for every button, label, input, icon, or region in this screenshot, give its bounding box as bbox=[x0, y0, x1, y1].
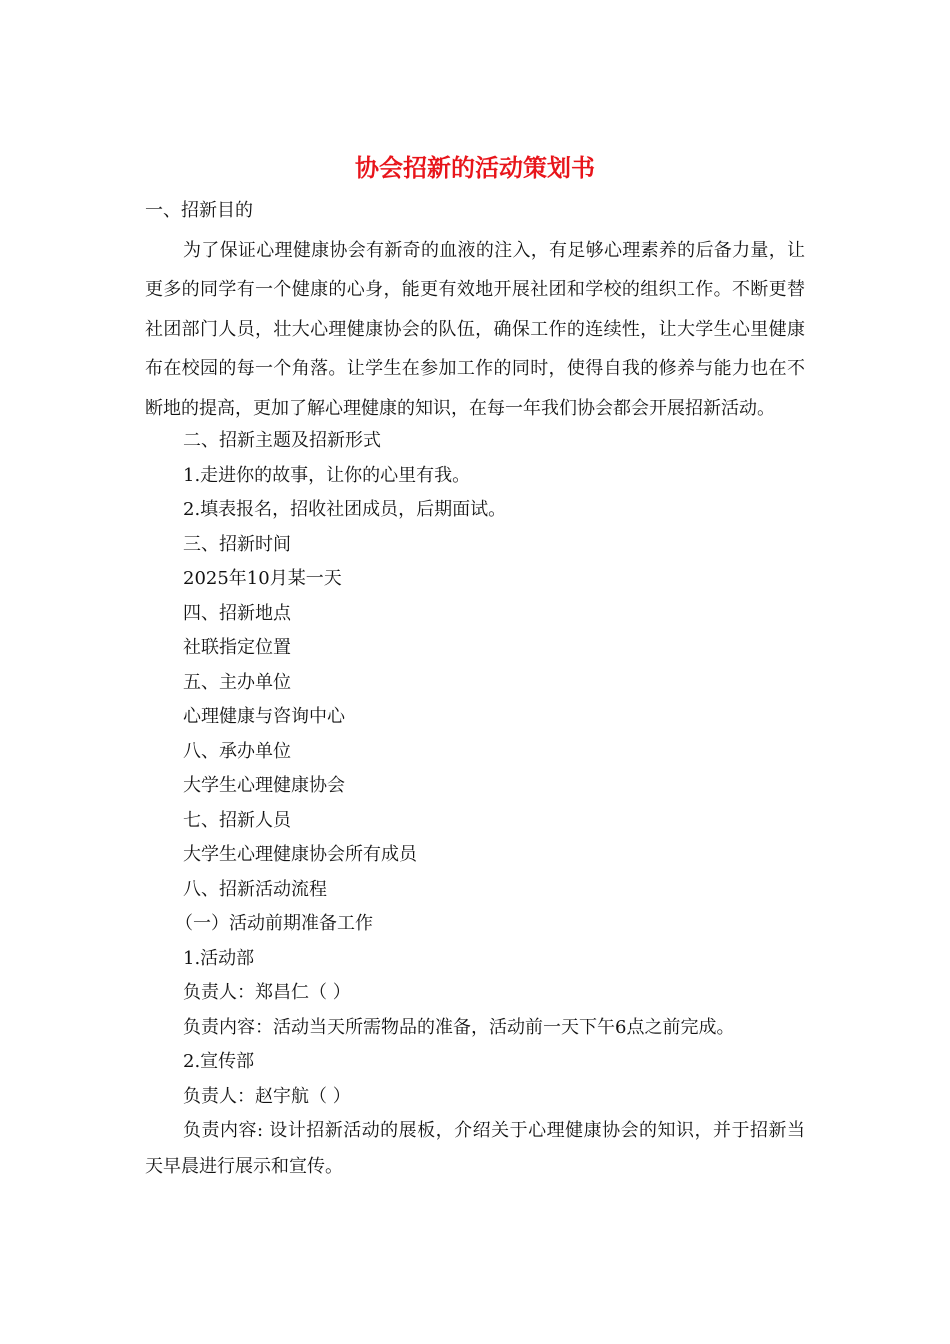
host-text: 心理健康与咨询中心 bbox=[183, 706, 345, 727]
section-heading-process: 八、招新活动流程 bbox=[183, 878, 327, 900]
dept-publicity-duty: 负责内容: 设计招新活动的展板，介绍关于心理健康协会的知识，并于招新当天早晨进行展示和宣传。 bbox=[145, 1120, 805, 1177]
section-heading-staff: 七、招新人员 bbox=[183, 809, 291, 831]
staff-text: 大学生心理健康协会所有成员 bbox=[183, 844, 417, 865]
dept-publicity-lead: 负责人：赵宇航（ ） bbox=[183, 1085, 351, 1107]
dept-publicity-name: 2.宣传部 bbox=[183, 1051, 255, 1072]
section-heading-organizer: 八、承办单位 bbox=[183, 740, 291, 762]
time-text: 2025年10月某一天 bbox=[183, 568, 342, 589]
section-heading-purpose: 一、招新目的 bbox=[145, 200, 253, 221]
section-heading-theme: 二、招新主题及招新形式 bbox=[183, 430, 381, 451]
dept-activity-lead: 负责人：郑昌仁（ ） bbox=[183, 982, 351, 1003]
dept-activity-name: 1.活动部 bbox=[183, 947, 255, 969]
organizer-text: 大学生心理健康协会 bbox=[183, 775, 345, 796]
theme-item-2: 2.填表报名，招收社团成员，后期面试。 bbox=[183, 499, 507, 520]
section-heading-time: 三、招新时间 bbox=[183, 533, 291, 555]
section-heading-location: 四、招新地点 bbox=[183, 602, 291, 624]
location-text: 社联指定位置 bbox=[183, 637, 291, 658]
theme-item-1: 1.走进你的故事，让你的心里有我。 bbox=[183, 464, 471, 486]
document-title: 协会招新的活动策划书 bbox=[355, 153, 595, 182]
document-body bbox=[145, 194, 805, 1185]
process-subheading: （一）活动前期准备工作 bbox=[175, 913, 373, 934]
dept-activity-duty: 负责内容：活动当天所需物品的准备，活动前一天下午6点之前完成。 bbox=[183, 1016, 735, 1038]
purpose-paragraph: 为了保证心理健康协会有新奇的血液的注入，有足够心理素养的后备力量，让更多的同学有一个健康的心身，能更有效地开展社团和学校的组织工作。不断更替社团部门人员，壮大心理健康协会的队伍，确保工作的连续性，让大学生心里健康布在校园的每一个角落。让学生在参加工作的同时，使得自我的修养与能力也在不断地的提高，更加了解心理健康的知识，在每一年我们协会都会开展招新活动。 bbox=[145, 239, 805, 419]
section-heading-host: 五、主办单位 bbox=[183, 671, 291, 693]
